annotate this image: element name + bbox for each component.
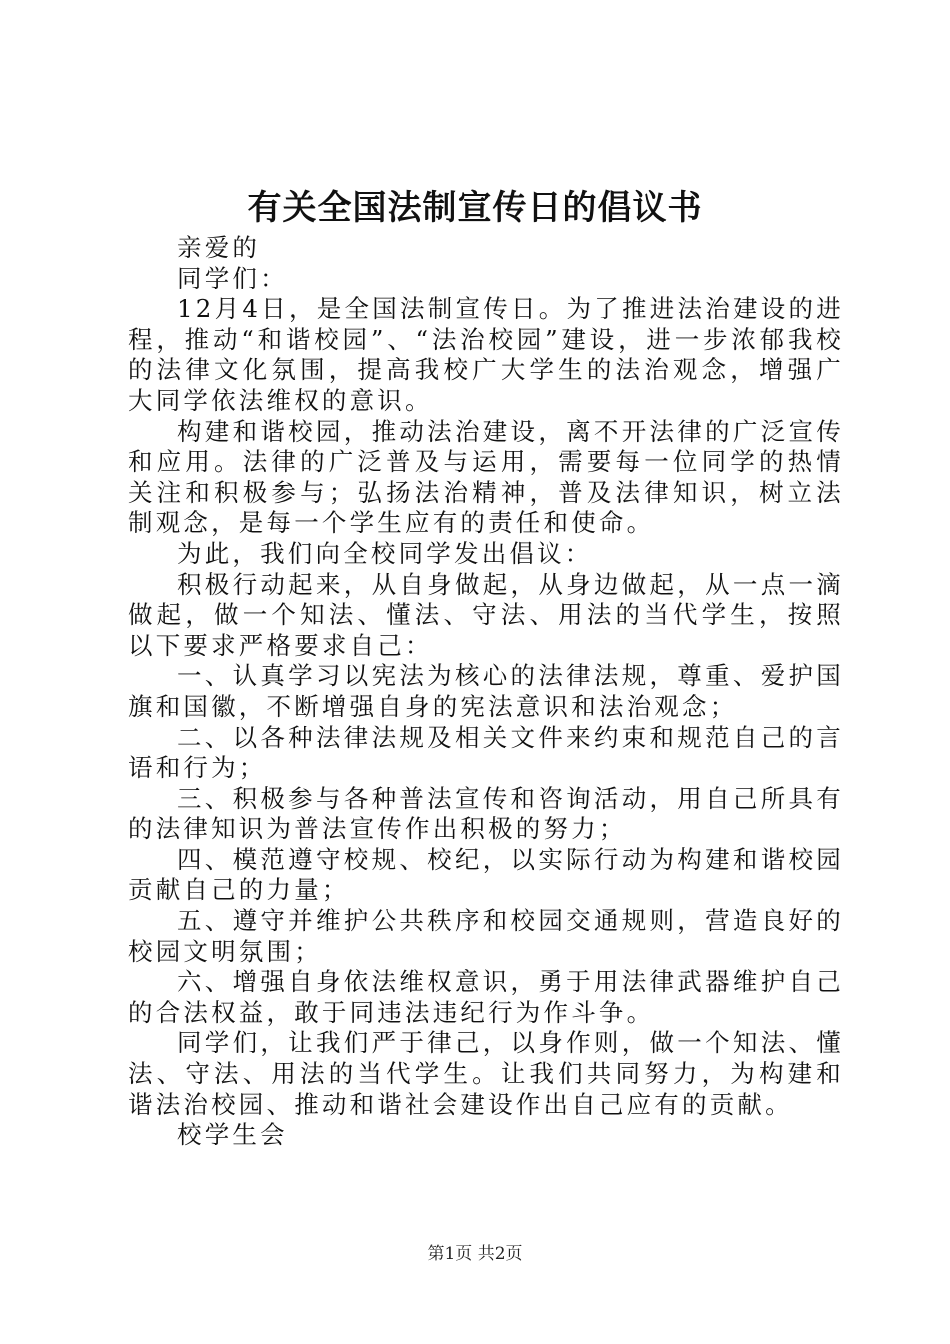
paragraph-closing: 同学们，让我们严于律己，以身作则，做一个知法、懂法、守法、用法的当代学生。让我们共同努力，为构建和谐法治校园、推动和谐社会建设作出自己应有的贡献。 (128, 1028, 844, 1119)
paragraph-call: 为此，我们向全校同学发出倡议： (177, 538, 593, 568)
list-item-1: 一、认真学习以宪法为核心的法律法规，尊重、爱护国旗和国徽，不断增强自身的宪法意识和法治观念； (128, 661, 844, 721)
paragraph-intro: 12月4日，是全国法制宣传日。为了推进法治建设的进程，推动“和谐校园”、“法治校园”建设，进一步浓郁我校的法律文化氛围，提高我校广大学生的法治观念，增强广大同学依法维权的意识。 (128, 294, 844, 415)
list-item-3: 三、积极参与各种普法宣传和咨询活动，用自己所具有的法律知识为普法宣传作出积极的努力； (128, 783, 844, 844)
salutation-line-1: 亲爱的 (177, 233, 261, 262)
paragraph-context: 构建和谐校园，推动法治建设，离不开法律的广泛宣传和应用。法律的广泛普及与运用，需要每一位同学的热情关注和积极参与；弘扬法治精神，普及法律知识，树立法制观念，是每一个学生应有的责任和使命。 (128, 416, 844, 538)
signature: 校学生会 (177, 1120, 288, 1150)
paragraph-action: 积极行动起来，从自身做起，从身边做起，从一点一滴做起，做一个知法、懂法、守法、用法的当代学生，按照以下要求严格要求自己： (128, 569, 844, 660)
salutation-line-2: 同学们： (177, 263, 288, 293)
document-body (128, 233, 844, 1151)
list-item-6: 六、增强自身依法维权意识，勇于用法律武器维护自己的合法权益，敢于同违法违纪行为作斗争。 (128, 967, 844, 1027)
page-footer: 第1页 共2页 (427, 1244, 523, 1264)
list-item-5: 五、遵守并维护公共秩序和校园交通规则，营造良好的校园文明氛围； (128, 906, 844, 966)
list-item-2: 二、以各种法律法规及相关文件来约束和规范自己的言语和行为； (128, 722, 844, 783)
list-item-4: 四、模范遵守校规、校纪，以实际行动为构建和谐校园贡献自己的力量； (128, 844, 844, 905)
document-title: 有关全国法制宣传日的倡议书 (247, 188, 703, 228)
